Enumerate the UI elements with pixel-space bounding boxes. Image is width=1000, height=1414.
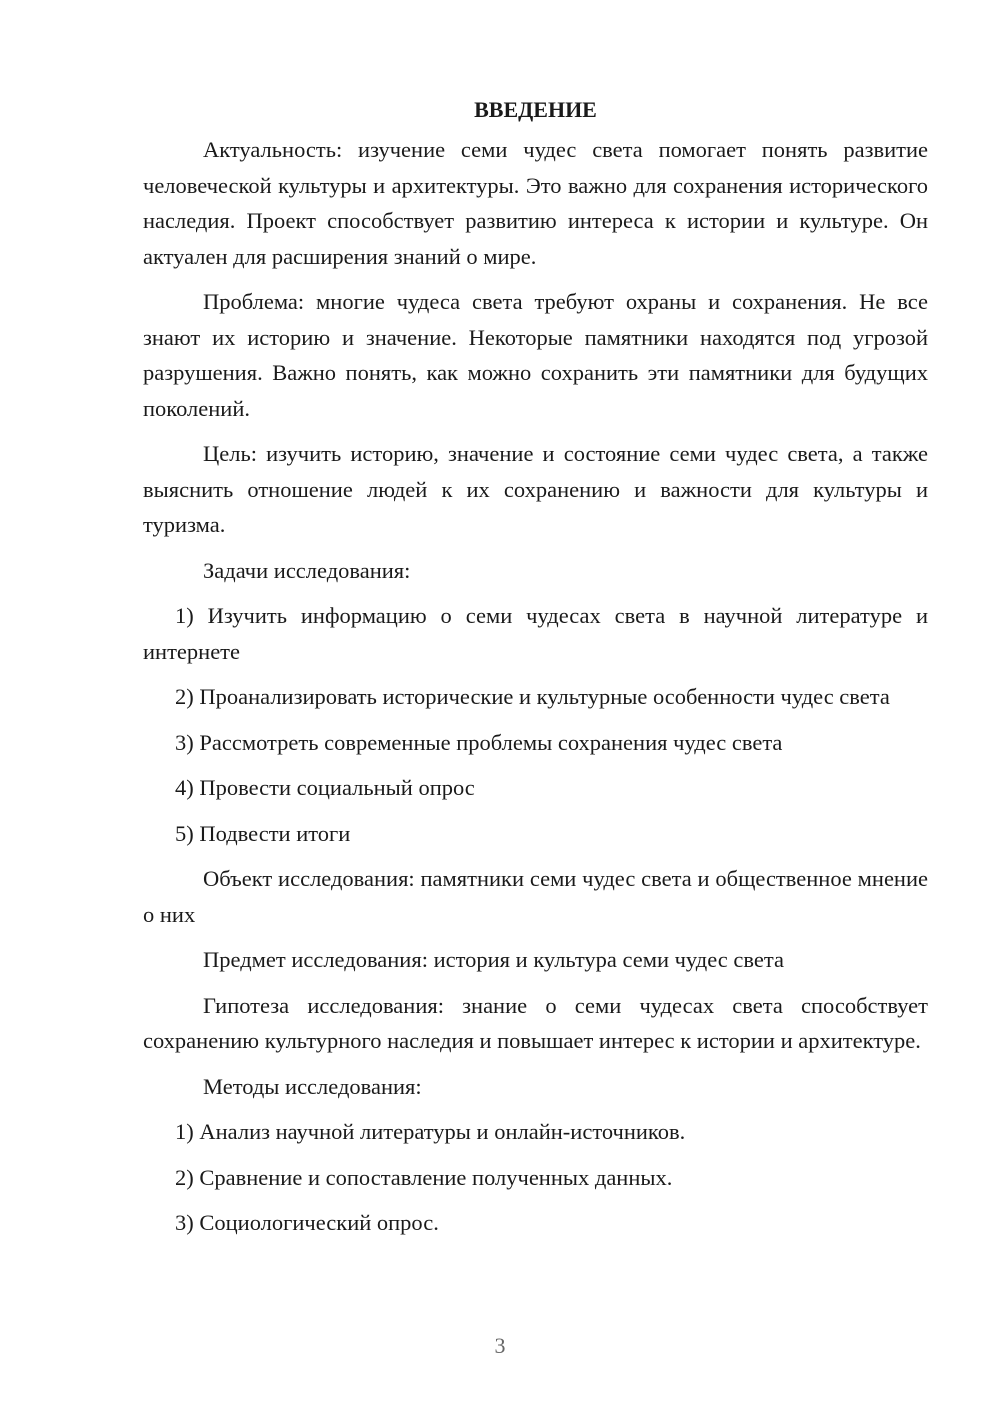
method-item: 3) Социологический опрос. — [175, 1210, 439, 1235]
problem-paragraph: Проблема: многие чудеса света требуют охраны и сохранения. Не все знают их историю и значение. Некоторые памятники находятся под угрозой разрушения. Важно понять, как можно сохранить эти памятники для будущих поколений. — [143, 289, 928, 421]
goal-paragraph: Цель: изучить историю, значение и состояние семи чудес света, а также выяснить отношение людей к их сохранению и важности для культуры и туризма. — [143, 441, 928, 537]
methods-heading: Методы исследования: — [203, 1073, 422, 1099]
task-item: 3) Рассмотреть современные проблемы сохранения чудес света — [175, 729, 783, 755]
task-item: 5) Подвести итоги — [175, 820, 351, 846]
tasks-heading: Задачи исследования: — [203, 557, 411, 583]
method-item: 2) Сравнение и сопоставление полученных данных. — [175, 1164, 673, 1190]
method-item: 1) Анализ научной литературы и онлайн-источников. — [175, 1119, 686, 1144]
hypothesis-paragraph: Гипотеза исследования: знание о семи чудесах света способствует сохранению культурного наследия и повышает интерес к истории и архитектуре. — [143, 992, 928, 1053]
document-page — [143, 92, 928, 1251]
section-title: ВВЕДЕНИЕ — [474, 97, 597, 122]
relevance-paragraph: Актуальность: изучение семи чудес света помогает понять развитие человеческой культуры и архитектуры. Это важно для сохранения исторического наследия. Проект способствует развитию интереса к истории и культуре. Он актуален для расширения знаний о мире. — [143, 137, 928, 269]
task-item: 4) Провести социальный опрос — [175, 775, 475, 800]
subject-paragraph: Предмет исследования: история и культура семи чудес света — [203, 947, 784, 972]
object-paragraph: Объект исследования: памятники семи чудес света и общественное мнение о них — [143, 866, 928, 927]
page-number: 3 — [494, 1333, 506, 1358]
task-item: 2) Проанализировать исторические и культурные особенности чудес света — [175, 684, 890, 709]
task-item: 1) Изучить информацию о семи чудесах света в научной литературе и интернете — [143, 603, 928, 664]
